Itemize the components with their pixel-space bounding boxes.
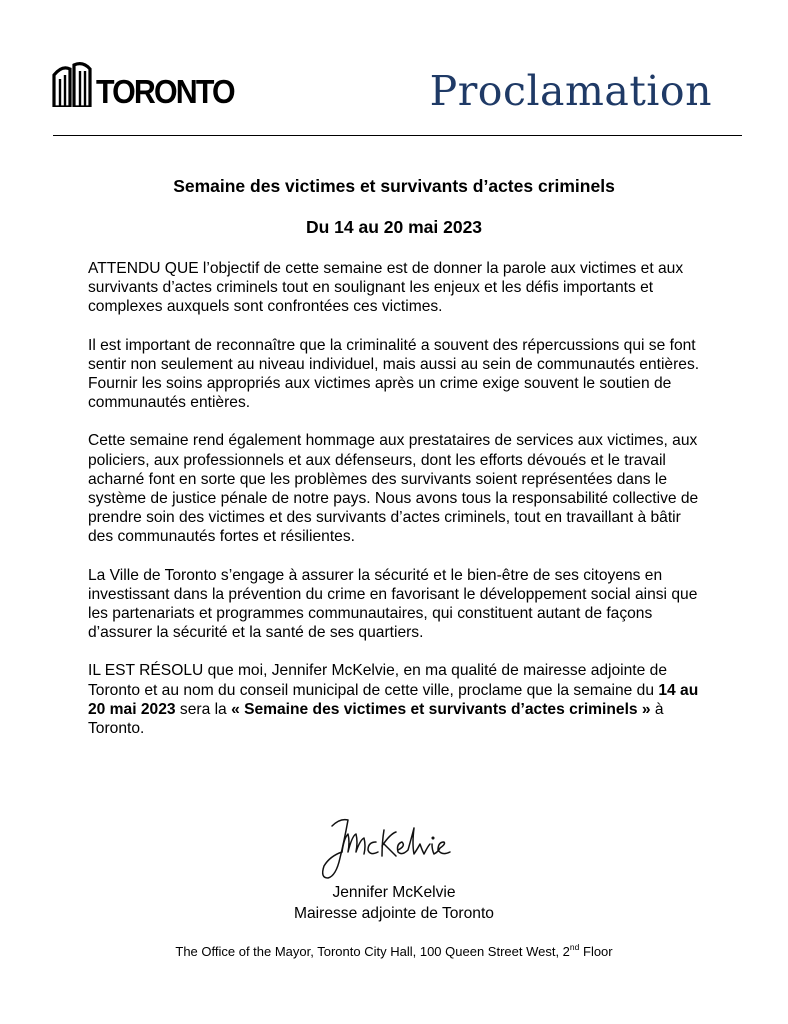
proclamation-body: [88, 259, 708, 757]
toronto-logo: [52, 57, 246, 110]
paragraph-3: Cette semaine rend également hommage aux prestataires de services aux victimes, aux policiers, aux professionnels et aux défenseurs, dont les efforts dévoués et le travail acharné font en sorte que les problèmes des survivants soient représentées dans le système de justice pénale de notre pays. Nous avons tous la responsabilité collective de prendre soin des victimes et des survivants d’actes criminels, tout en travaillant à bâtir des communautés fortes et résilientes.: [88, 432, 699, 546]
footer-address: The Office of the Mayor, Toronto City Hall, 100 Queen Street West, 2: [175, 944, 570, 959]
signatory-name: Jennifer McKelvie: [332, 884, 456, 901]
signatory-title: Mairesse adjointe de Toronto: [294, 905, 494, 922]
resolution-week-name: « Semaine des victimes et survivants d’actes criminels »: [231, 700, 651, 718]
paragraph-2: Il est important de reconnaître que la criminalité a souvent des répercussions qui se font sentir non seulement au niveau individuel, mais aussi au sein de communautés entières. Fournir les soins appropriés aux victimes après un crime exige souvent le soutien de communautés entières.: [88, 336, 700, 412]
resolution-end: à Toronto.: [88, 700, 664, 738]
letterhead: [52, 55, 742, 135]
header-divider: [53, 135, 742, 136]
logo-wordmark: TORONTO: [96, 73, 234, 110]
handwritten-signature: [318, 812, 478, 884]
office-address-footer: [0, 944, 788, 959]
footer-floor: Floor: [579, 944, 613, 959]
document-heading: Proclamation: [429, 67, 712, 115]
resolution-middle: sera la: [175, 700, 232, 718]
footer-superscript: nd: [569, 942, 580, 952]
resolution-dates: 14 au 20 mai 2023: [88, 681, 699, 718]
resolution-paragraph: [88, 661, 708, 738]
city-hall-icon: [52, 61, 92, 107]
paragraph-1: ATTENDU QUE l’objectif de cette semaine est de donner la parole aux victimes et aux survivants d’actes criminels tout en soulignant les enjeux et les défis importants et complexes auxquels sont confrontées ces victimes.: [88, 260, 684, 316]
paragraph-4: La Ville de Toronto s’engage à assurer la sécurité et le bien-être de ses citoyens en investissant dans la prévention du crime en favorisant le développement social ainsi que les partenariats et programmes communautaires, qui constituent autant de façons d’assurer la sécurité et la santé de ses quartiers.: [88, 566, 698, 642]
proclamation-title: Semaine des victimes et survivants d’actes criminels: [173, 176, 615, 196]
signatory-block: [0, 882, 788, 924]
proclamation-dates: Du 14 au 20 mai 2023: [305, 217, 483, 237]
resolution-intro: IL EST RÉSOLU que moi, Jennifer McKelvie, en ma qualité de mairesse adjointe de Toronto et au nom du conseil municipal de cette ville, proclame que la semaine du: [88, 662, 667, 699]
